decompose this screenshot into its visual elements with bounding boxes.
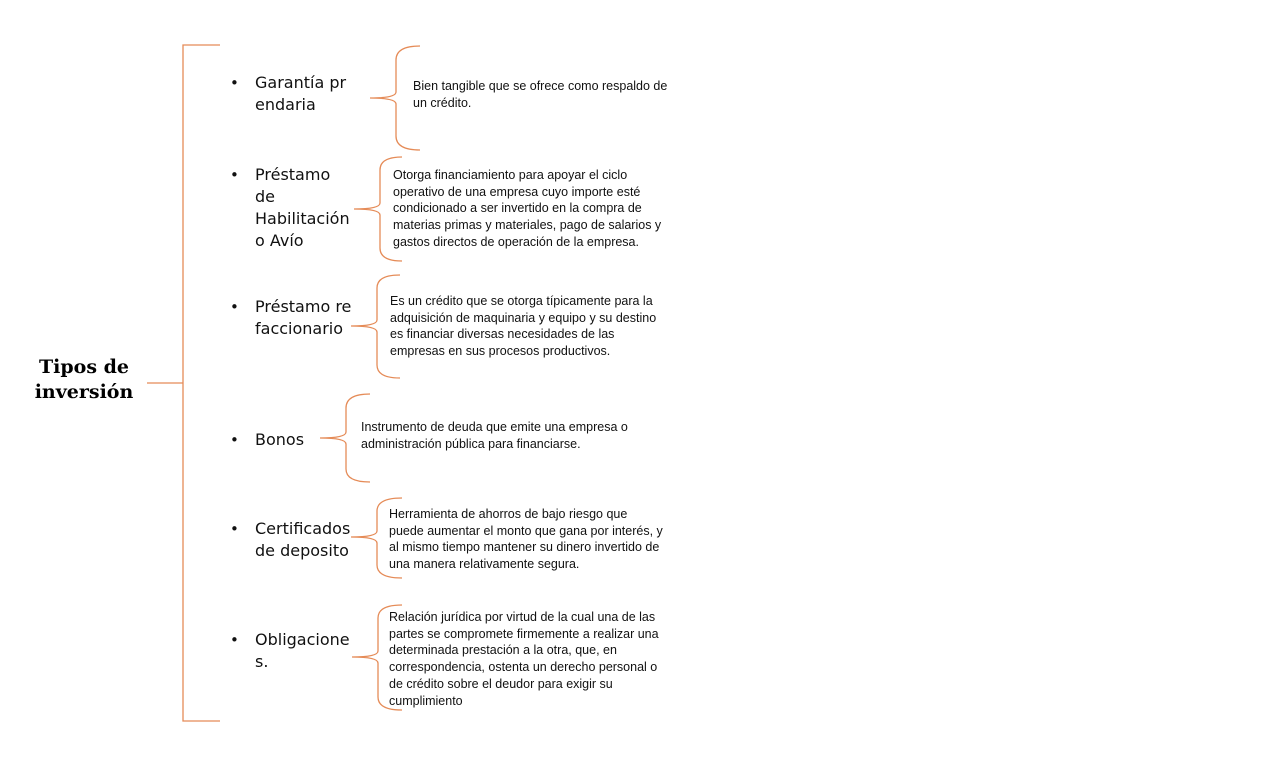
description-garantia-prendaria: Bien tangible que se ofrece como respaldo de un crédito.	[413, 79, 668, 110]
main-bracket	[147, 45, 220, 721]
item-label: Préstamo refaccionario	[255, 297, 352, 338]
description-obligaciones: Relación jurídica por virtud de la cual una de las partes se compromete firmemente a realizar una determinada prestación a la otra, que, en correspondencia, ostenta un derecho personal o de crédito sobre el deudor para exigir su cumplimiento	[389, 610, 659, 708]
item-prestamo-refaccionario	[230, 296, 355, 340]
bullet-icon: •	[230, 298, 239, 316]
root-title-line1: Tipos de	[39, 356, 129, 378]
item-label: Bonos	[255, 430, 305, 449]
item-label: Garantía prendaria	[255, 73, 347, 114]
bullet-icon: •	[230, 520, 239, 538]
item-certificados-deposito	[230, 518, 355, 562]
root-title-line2: inversión	[34, 381, 134, 403]
item-prestamo-habilitacion	[230, 164, 355, 252]
description-bonos: Instrumento de deuda que emite una empresa o administración pública para financiarse.	[361, 420, 628, 451]
bullet-icon: •	[230, 74, 239, 92]
item-label: Certificados de deposito	[255, 519, 351, 560]
item-obligaciones	[230, 629, 355, 673]
bullet-icon: •	[230, 631, 239, 649]
description-prestamo-refaccionario: Es un crédito que se otorga típicamente para la adquisición de maquinaria y equipo y su destino es financiar diversas necesidades de las empresas en sus procesos productivos.	[390, 294, 657, 359]
item-garantia-prendaria	[230, 72, 355, 116]
item-label: Préstamo de Habilitación o Avío	[255, 165, 350, 250]
description-certificados-deposito: Herramienta de ahorros de bajo riesgo que puede aumentar el monto que gana por interés, y al mismo tiempo mantener su dinero invertido de una manera relativamente segura.	[389, 507, 663, 572]
item-label: Obligaciones.	[255, 630, 350, 671]
bullet-icon: •	[230, 431, 239, 449]
bullet-icon: •	[230, 166, 239, 184]
root-title	[20, 355, 148, 405]
description-prestamo-habilitacion: Otorga financiamiento para apoyar el ciclo operativo de una empresa cuyo importe esté condicionado a ser invertido en la compra de materias primas y materiales, pago de salarios y gastos directos de operación de la empresa.	[393, 168, 662, 249]
item-bonos	[230, 429, 355, 451]
